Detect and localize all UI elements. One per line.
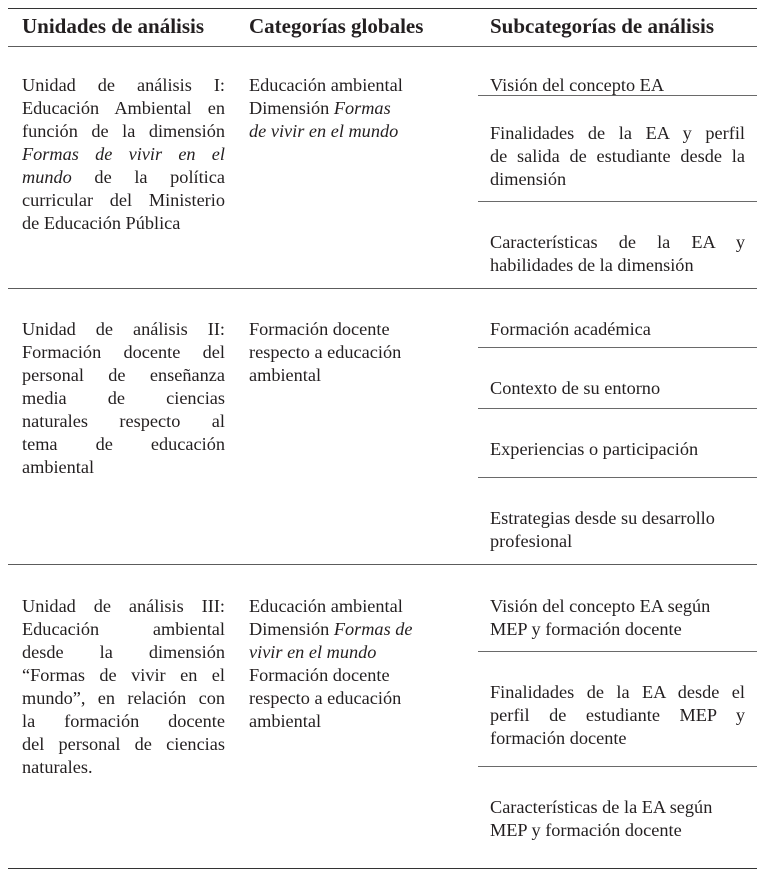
subcategory-line: Visión del concepto EA (490, 75, 665, 95)
unit-2-line: media de ciencias (22, 388, 225, 408)
subcategory-line: Estrategias desde su desarrollo (490, 508, 715, 528)
category-3-line: respecto a educación (249, 688, 402, 708)
subcategory-line: Visión del concepto EA según (490, 596, 711, 616)
category-2-line: Formación docente (249, 319, 390, 339)
subcategory-line: Finalidades de la EA y perfil (490, 123, 745, 143)
category-3-line: vivir en el mundo (249, 642, 377, 662)
table-bottom-rule (8, 868, 757, 869)
subcategory-line: Formación académica (490, 319, 651, 339)
unit-3-line: desde la dimensión (22, 642, 225, 662)
unit-3-line: Educación ambiental (22, 619, 225, 639)
unit-1 (22, 74, 225, 235)
subcategory-1-3 (490, 231, 745, 277)
unit-2-line: ambiental (22, 457, 95, 477)
subcategory-1-2 (490, 122, 745, 191)
subcategory-divider (478, 477, 757, 478)
subcategory-line: Finalidades de la EA desde el (490, 682, 745, 702)
subcategory-line: habilidades de la dimensión (490, 255, 694, 275)
subcategory-line: de salida de estudiante desde la (490, 146, 745, 166)
subcategory-line: Características de la EA y (490, 232, 745, 252)
unit-2-line: personal de enseñanza (22, 365, 225, 385)
category-3-line: ambiental (249, 711, 322, 731)
subcategory-2-2 (490, 377, 745, 400)
subcategory-3-3 (490, 796, 745, 842)
unit-1-line: Formas de vivir en el (22, 144, 225, 164)
table-top-rule (8, 8, 757, 9)
unit-1-line: curricular del Ministerio (22, 190, 225, 210)
category-3-line: Formación docente (249, 665, 390, 685)
unit-3-line: Unidad de análisis III: (22, 596, 225, 616)
unit-1-line: función de la dimensión (22, 121, 225, 141)
subcategory-2-4 (490, 507, 745, 553)
category-2-line: ambiental (249, 365, 322, 385)
unit-1-line: mundo de la política (22, 167, 225, 187)
subcategory-line: Características de la EA según (490, 797, 713, 817)
subcategory-divider (478, 766, 757, 767)
subcategory-line: MEP y formación docente (490, 619, 682, 639)
category-1-line: Dimensión Formas (249, 98, 391, 118)
header-unidades: Unidades de análisis (22, 14, 205, 38)
subcategory-3-1 (490, 595, 745, 641)
category-3-line: Dimensión Formas de (249, 619, 413, 639)
subcategory-2-3 (490, 438, 745, 461)
unit-3-line: naturales. (22, 757, 93, 777)
category-3-line: Educación ambiental (249, 596, 403, 616)
unit-3-line: la formación docente (22, 711, 225, 731)
unit-2-line: tema de educación (22, 434, 225, 454)
unit-3-line: “Formas de vivir en el (22, 665, 225, 685)
subcategory-divider (478, 201, 757, 202)
header-subcategorias: Subcategorías de análisis (490, 14, 715, 38)
subcategory-line: formación docente (490, 728, 627, 748)
subcategory-divider (478, 408, 757, 409)
subcategory-line: Contexto de su entorno (490, 378, 661, 398)
unit-2-line: Formación docente del (22, 342, 225, 362)
subcategory-line: profesional (490, 531, 573, 551)
header-bottom-rule (8, 46, 757, 47)
subcategory-line: MEP y formación docente (490, 820, 682, 840)
unit-3-line: del personal de ciencias (22, 734, 225, 754)
subcategory-divider (478, 95, 757, 96)
category-2 (249, 318, 439, 387)
category-1 (249, 74, 439, 143)
subcategory-divider (478, 651, 757, 652)
header-categorias: Categorías globales (249, 14, 424, 38)
unit-2-line: Unidad de análisis II: (22, 319, 225, 339)
category-1-line: de vivir en el mundo (249, 121, 399, 141)
subcategory-line: dimensión (490, 169, 567, 189)
subcategory-1-1 (490, 74, 745, 97)
subcategory-line: Experiencias o participación (490, 439, 699, 459)
subcategory-line: perfil de estudiante MEP y (490, 705, 745, 725)
unit-1-line: Unidad de análisis I: (22, 75, 225, 95)
subcategory-2-1 (490, 318, 745, 341)
category-2-line: respecto a educación (249, 342, 402, 362)
unit-2-line: naturales respecto al (22, 411, 225, 431)
subcategory-3-2 (490, 681, 745, 750)
unit-2 (22, 318, 225, 479)
category-3 (249, 595, 439, 733)
unit-1-line: de Educación Pública (22, 213, 181, 233)
row-divider (8, 288, 757, 289)
unit-3 (22, 595, 225, 779)
unit-1-line: Educación Ambiental en (22, 98, 225, 118)
subcategory-divider (478, 347, 757, 348)
unit-3-line: mundo”, en relación con (22, 688, 225, 708)
category-1-line: Educación ambiental (249, 75, 403, 95)
row-divider (8, 564, 757, 565)
